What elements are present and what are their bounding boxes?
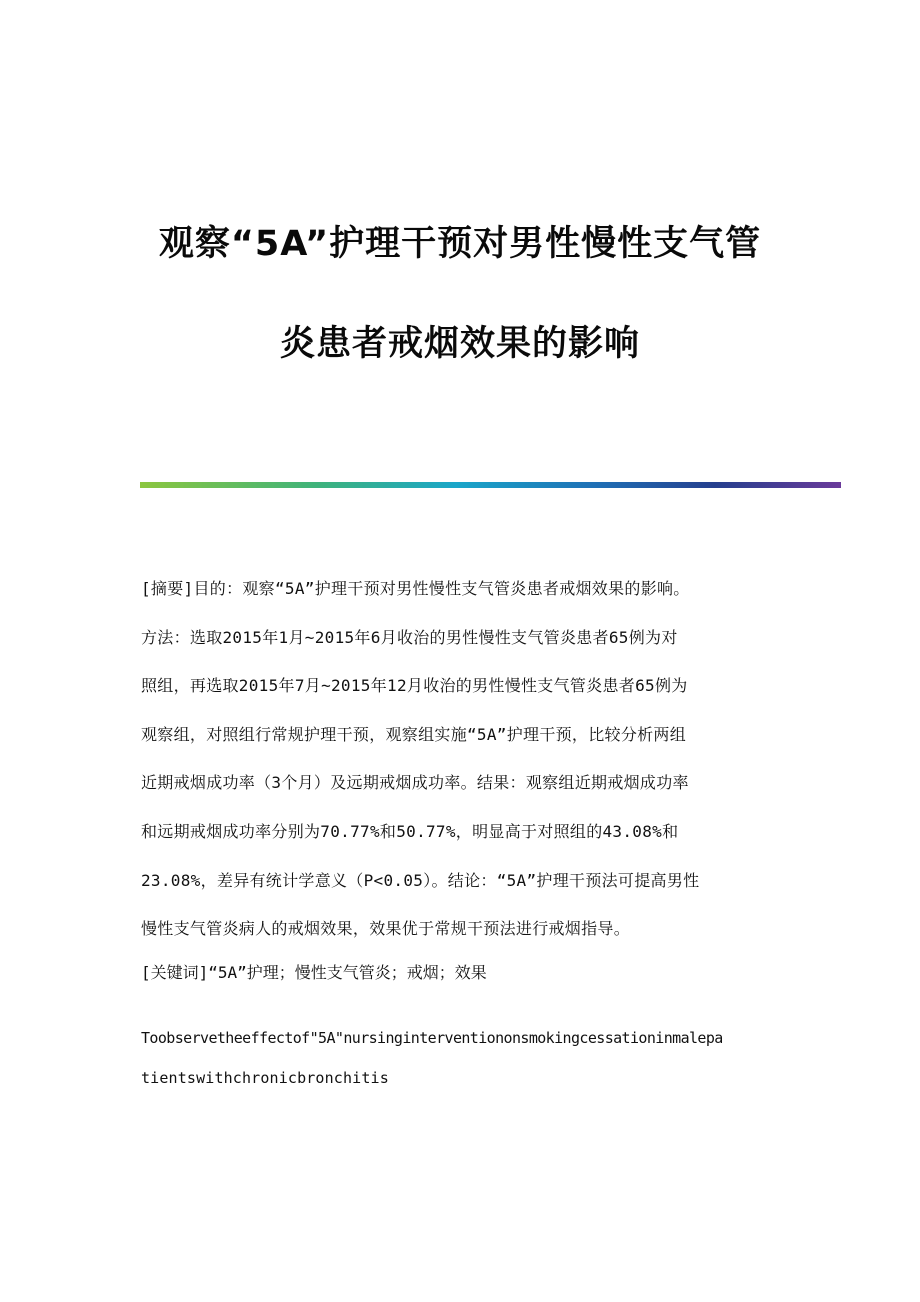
abstract-line: 23.08%，差异有统计学意义（P<0.05）。结论：“5A”护理干预法可提高男性 bbox=[141, 870, 700, 890]
document-title-line-2: 炎患者戒烟效果的影响 bbox=[279, 324, 640, 364]
abstract-line: 方法：选取2015年1月~2015年6月收治的男性慢性支气管炎患者65例为对 bbox=[141, 627, 678, 647]
abstract-line: 和远期戒烟成功率分别为70.77%和50.77%，明显高于对照组的43.08%和 bbox=[141, 821, 679, 841]
english-abstract bbox=[141, 1018, 791, 1098]
gradient-divider bbox=[140, 482, 841, 488]
abstract-line: 照组，再选取2015年7月~2015年12月收治的男性慢性支气管炎患者65例为 bbox=[141, 676, 688, 696]
abstract-line: 观察组，对照组行常规护理干预，观察组实施“5A”护理干预，比较分析两组 bbox=[141, 724, 687, 744]
english-line: Toobservetheeffectof"5A"nursinginterventiononsmokingcessationinmalepa bbox=[141, 1029, 723, 1047]
abstract-line: 慢性支气管炎病人的戒烟效果，效果优于常规干预法进行戒烟指导。 bbox=[141, 919, 631, 939]
document-title-line-1: 观察“5A”护理干预对男性慢性支气管 bbox=[158, 224, 762, 264]
english-line: tientswithchronicbronchitis bbox=[141, 1069, 389, 1087]
abstract-line: 近期戒烟成功率（3个月）及远期戒烟成功率。结果：观察组近期戒烟成功率 bbox=[141, 773, 689, 793]
abstract-paragraph bbox=[141, 565, 781, 954]
abstract-line: [摘要]目的：观察“5A”护理干预对男性慢性支气管炎患者戒烟效果的影响。 bbox=[141, 579, 690, 598]
keywords-line: [关键词]“5A”护理；慢性支气管炎；戒烟；效果 bbox=[141, 963, 487, 982]
